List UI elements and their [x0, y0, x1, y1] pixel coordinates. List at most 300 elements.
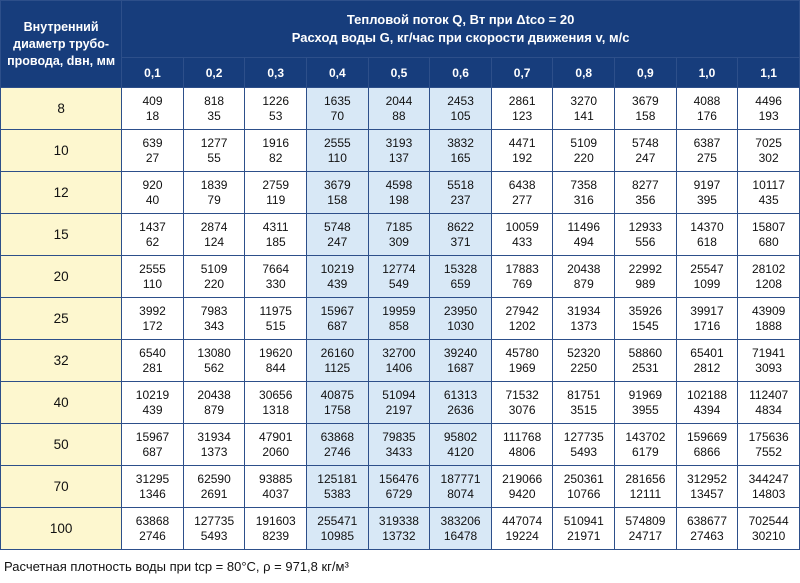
value-cell [676, 508, 738, 550]
heat-flow-value: 2861 [508, 93, 536, 108]
diameter-column-header [1, 1, 122, 88]
water-flow-value: 9420 [508, 486, 536, 501]
heat-flow-value: 15967 [135, 429, 170, 444]
value-cell [245, 382, 307, 424]
water-flow-value: 40 [145, 192, 160, 207]
heat-flow-value: 818 [204, 93, 225, 108]
water-flow-value: 1125 [324, 360, 351, 375]
diameter-cell: 50 [1, 424, 122, 466]
value-cell [738, 130, 800, 172]
heat-flow-value: 125181 [317, 471, 358, 486]
value-cell [122, 256, 184, 298]
heat-flow-value: 920 [142, 177, 163, 192]
value-cell [183, 508, 245, 550]
value-cell [430, 508, 492, 550]
water-flow-value: 176 [696, 108, 717, 123]
value-cell [491, 130, 553, 172]
water-flow-value: 13457 [690, 486, 724, 501]
heat-flow-value: 19959 [382, 303, 416, 318]
water-flow-value: 6179 [632, 444, 659, 459]
water-flow-value: 30210 [751, 528, 786, 543]
value-cell [430, 382, 492, 424]
heat-flow-value: 2555 [323, 135, 351, 150]
value-cell [491, 340, 553, 382]
table-row [1, 256, 800, 298]
heat-flow-value: 156476 [378, 471, 419, 486]
value-cell [615, 466, 677, 508]
water-flow-value: 687 [327, 318, 348, 333]
water-flow-value: 494 [573, 234, 594, 249]
heat-flow-value: 39917 [690, 303, 724, 318]
value-cell [553, 88, 615, 130]
heat-flow-value: 31934 [197, 429, 231, 444]
heat-flow-value: 12774 [382, 261, 416, 276]
heat-flow-value: 15807 [751, 219, 786, 234]
value-cell [183, 256, 245, 298]
value-cell [307, 466, 369, 508]
heat-flow-value: 219066 [502, 471, 543, 486]
heat-flow-value: 344247 [748, 471, 789, 486]
water-flow-value: 3433 [385, 444, 413, 459]
heat-flow-value: 30656 [259, 387, 293, 402]
water-flow-value: 6729 [385, 486, 413, 501]
value-cell [430, 298, 492, 340]
footnote: Расчетная плотность воды при tср = 80°С, ρ = 971,8 кг/м³ [4, 559, 349, 574]
water-flow-value: 3076 [508, 402, 536, 417]
diameter-cell: 8 [1, 88, 122, 130]
water-flow-value: 687 [142, 444, 163, 459]
value-cell [307, 256, 369, 298]
heat-flow-value: 175636 [748, 429, 789, 444]
heat-flow-value: 17883 [505, 261, 539, 276]
heat-flow-value: 79835 [382, 429, 416, 444]
value-cell [676, 130, 738, 172]
heat-flow-value: 1916 [262, 135, 290, 150]
diameter-cell: 20 [1, 256, 122, 298]
velocity-header-cell: 0,5 [368, 58, 430, 88]
heat-flow-value: 7664 [262, 261, 290, 276]
water-flow-value: 35 [207, 108, 221, 123]
heat-flow-value: 4311 [262, 219, 289, 234]
water-flow-value: 1758 [323, 402, 351, 417]
velocity-header-cell: 0,7 [491, 58, 553, 88]
value-cell [676, 424, 738, 466]
heat-flow-value: 702544 [748, 513, 789, 528]
heat-flow-value: 639 [142, 135, 163, 150]
heat-flow-value: 26160 [320, 345, 354, 360]
heat-flow-value: 1839 [200, 177, 228, 192]
heat-flow-value: 5109 [570, 135, 598, 150]
value-cell [430, 130, 492, 172]
value-cell [676, 214, 738, 256]
value-cell [553, 214, 615, 256]
heat-flow-value: 312952 [686, 471, 727, 486]
water-flow-value: 680 [758, 234, 779, 249]
heat-flow-value: 383206 [440, 513, 481, 528]
heat-flow-value: 71941 [751, 345, 786, 360]
heat-flow-value: 187771 [440, 471, 481, 486]
water-flow-value: 5493 [570, 444, 598, 459]
value-cell [553, 340, 615, 382]
water-flow-value: 1346 [139, 486, 166, 501]
heat-flow-value: 12933 [628, 219, 663, 234]
heat-flow-value: 1635 [323, 93, 351, 108]
water-flow-value: 989 [635, 276, 656, 291]
water-flow-value: 18 [145, 108, 160, 123]
value-cell [245, 130, 307, 172]
velocity-header-cell: 0,3 [245, 58, 307, 88]
table-row [1, 508, 800, 550]
heat-flow-value: 31295 [135, 471, 170, 486]
heat-flow-value: 11975 [259, 303, 292, 318]
heat-flow-value: 255471 [317, 513, 358, 528]
heat-flow-value: 102188 [686, 387, 727, 402]
heat-flow-value: 10059 [505, 219, 539, 234]
water-flow-value: 556 [635, 234, 656, 249]
water-flow-value: 105 [450, 108, 471, 123]
water-flow-value: 237 [450, 192, 471, 207]
value-cell [676, 382, 738, 424]
heat-flow-value: 4088 [693, 93, 721, 108]
value-cell [491, 424, 553, 466]
heat-flow-value: 10219 [320, 261, 354, 276]
heat-flow-value: 9197 [693, 177, 721, 192]
water-flow-value: 13732 [382, 528, 416, 543]
water-flow-value: 1318 [262, 402, 290, 417]
header-row-top [1, 1, 800, 58]
heat-flow-value: 35926 [628, 303, 663, 318]
value-cell [122, 298, 184, 340]
heat-flow-value: 3679 [632, 93, 659, 108]
heat-flow-value: 63868 [135, 513, 170, 528]
water-flow-value: 172 [142, 318, 163, 333]
value-cell [183, 298, 245, 340]
heat-flow-value: 4598 [385, 177, 413, 192]
heat-flow-value: 52320 [567, 345, 601, 360]
water-flow-value: 1888 [755, 318, 782, 333]
water-flow-value: 2691 [200, 486, 228, 501]
water-flow-value: 158 [327, 192, 348, 207]
water-flow-value: 4834 [755, 402, 782, 417]
value-cell [245, 298, 307, 340]
water-flow-value: 769 [512, 276, 533, 291]
water-flow-value: 24717 [628, 528, 663, 543]
velocity-header-cell: 0,9 [615, 58, 677, 88]
value-cell [368, 508, 430, 550]
water-flow-value: 4037 [262, 486, 290, 501]
value-cell [183, 382, 245, 424]
heat-flow-value: 95802 [443, 429, 478, 444]
value-cell [368, 340, 430, 382]
value-cell [676, 172, 738, 214]
value-cell [368, 172, 430, 214]
value-cell [122, 88, 184, 130]
heat-flow-value: 1226 [262, 93, 290, 108]
table-row [1, 214, 800, 256]
water-flow-value: 275 [696, 150, 717, 165]
water-flow-value: 158 [635, 108, 656, 123]
heat-flow-value: 7983 [200, 303, 228, 318]
value-cell [615, 508, 677, 550]
water-flow-value: 141 [573, 108, 594, 123]
water-flow-value: 5493 [200, 528, 228, 543]
value-cell [307, 382, 369, 424]
water-flow-value: 6866 [693, 444, 721, 459]
value-cell [676, 340, 738, 382]
heat-flow-value: 2453 [447, 93, 474, 108]
water-flow-value: 281 [142, 360, 163, 375]
water-flow-value: 1030 [447, 318, 474, 333]
heat-flow-value: 47901 [259, 429, 293, 444]
table-row [1, 340, 800, 382]
heat-flow-value: 43909 [751, 303, 786, 318]
value-cell [491, 172, 553, 214]
table-row [1, 88, 800, 130]
value-cell [738, 508, 800, 550]
water-flow-value: 2060 [262, 444, 290, 459]
water-flow-value: 53 [269, 108, 283, 123]
value-cell [553, 130, 615, 172]
heat-flow-value: 191603 [255, 513, 296, 528]
value-cell [122, 466, 184, 508]
value-cell [122, 172, 184, 214]
water-flow-value: 88 [392, 108, 406, 123]
water-flow-value: 2746 [139, 528, 166, 543]
value-cell [368, 88, 430, 130]
water-flow-value: 433 [512, 234, 533, 249]
heat-flow-value: 5748 [632, 135, 659, 150]
water-flow-value: 119 [266, 192, 286, 207]
water-flow-value: 110 [327, 150, 347, 165]
water-flow-value: 1687 [447, 360, 474, 375]
water-flow-value: 3515 [570, 402, 598, 417]
heat-flow-value: 409 [142, 93, 163, 108]
heat-flow-value: 28102 [751, 261, 786, 276]
value-cell [491, 382, 553, 424]
value-cell [245, 88, 307, 130]
value-cell [122, 508, 184, 550]
heat-flow-value: 6540 [139, 345, 166, 360]
water-flow-value: 371 [450, 234, 471, 249]
value-cell [738, 256, 800, 298]
value-cell [615, 172, 677, 214]
water-flow-value: 12111 [629, 486, 662, 501]
water-flow-value: 7552 [755, 444, 782, 459]
value-cell [122, 340, 184, 382]
water-flow-value: 309 [388, 234, 409, 249]
value-cell [738, 214, 800, 256]
velocity-header-cell: 0,1 [122, 58, 184, 88]
water-flow-value: 79 [207, 192, 221, 207]
value-cell [738, 424, 800, 466]
corner-line-2: диаметр трубо- [13, 36, 110, 51]
water-flow-value: 879 [204, 402, 225, 417]
heat-flow-value: 32700 [382, 345, 416, 360]
heat-flow-value: 2759 [262, 177, 290, 192]
super-header-line-2: Расход воды G, кг/час при скорости движения v, м/с [291, 30, 630, 46]
water-flow-value: 27 [145, 150, 160, 165]
heat-flow-value: 159669 [686, 429, 727, 444]
value-cell [368, 298, 430, 340]
water-flow-value: 330 [265, 276, 286, 291]
heat-flow-value: 22992 [628, 261, 663, 276]
value-cell [738, 340, 800, 382]
value-cell [676, 88, 738, 130]
value-cell [676, 466, 738, 508]
value-cell [307, 88, 369, 130]
value-cell [676, 256, 738, 298]
value-cell [430, 424, 492, 466]
value-cell [245, 424, 307, 466]
water-flow-value: 356 [635, 192, 656, 207]
water-flow-value: 4806 [508, 444, 536, 459]
water-flow-value: 193 [758, 108, 779, 123]
heat-flow-value: 20438 [197, 387, 231, 402]
value-cell [738, 298, 800, 340]
table-row [1, 130, 800, 172]
velocity-header-cell: 1,1 [738, 58, 800, 88]
value-cell [553, 466, 615, 508]
diameter-cell: 15 [1, 214, 122, 256]
value-cell [615, 214, 677, 256]
heat-flow-value: 62590 [197, 471, 231, 486]
value-cell [245, 508, 307, 550]
water-flow-value: 198 [388, 192, 409, 207]
super-header-line-1: Тепловой поток Q, Вт при Δtco = 20 [346, 12, 575, 28]
heat-flow-value: 65401 [690, 345, 724, 360]
velocity-header-cell: 0,2 [183, 58, 245, 88]
water-flow-value: 19224 [505, 528, 539, 543]
value-cell [183, 130, 245, 172]
water-flow-value: 2197 [385, 402, 413, 417]
value-cell [491, 88, 553, 130]
value-cell [553, 508, 615, 550]
heat-flow-value: 63868 [320, 429, 354, 444]
value-cell [183, 466, 245, 508]
heat-flow-value: 81751 [567, 387, 601, 402]
heat-flow-value: 2874 [200, 219, 228, 234]
heat-flow-value: 3193 [385, 135, 413, 150]
water-flow-value: 3093 [755, 360, 782, 375]
value-cell [491, 466, 553, 508]
diameter-cell: 40 [1, 382, 122, 424]
value-cell [430, 340, 492, 382]
heat-flow-value: 7185 [385, 219, 413, 234]
value-cell [615, 382, 677, 424]
heat-flow-value: 1277 [200, 135, 228, 150]
value-cell [738, 172, 800, 214]
heat-flow-value: 6438 [508, 177, 536, 192]
water-flow-value: 220 [204, 276, 225, 291]
heat-flow-value: 2044 [385, 93, 413, 108]
water-flow-value: 3955 [632, 402, 659, 417]
water-flow-value: 110 [142, 276, 163, 291]
value-cell [615, 130, 677, 172]
water-flow-value: 185 [265, 234, 286, 249]
diameter-cell: 12 [1, 172, 122, 214]
water-flow-value: 4394 [693, 402, 721, 417]
water-flow-value: 8074 [447, 486, 474, 501]
water-flow-value: 1545 [632, 318, 659, 333]
heat-flow-value: 6387 [693, 135, 721, 150]
water-flow-value: 439 [142, 402, 163, 417]
diameter-cell: 100 [1, 508, 122, 550]
value-cell [183, 340, 245, 382]
heat-flow-value: 7025 [755, 135, 782, 150]
value-cell [245, 256, 307, 298]
value-cell [430, 466, 492, 508]
heat-flow-value: 5518 [447, 177, 474, 192]
water-flow-value: 549 [388, 276, 409, 291]
value-cell [430, 88, 492, 130]
water-flow-value: 879 [573, 276, 594, 291]
water-flow-value: 1716 [693, 318, 721, 333]
water-flow-value: 1406 [385, 360, 413, 375]
water-flow-value: 515 [265, 318, 286, 333]
water-flow-value: 316 [573, 192, 594, 207]
heat-flow-value: 4496 [755, 93, 782, 108]
value-cell [738, 382, 800, 424]
heat-flow-value: 71532 [505, 387, 539, 402]
value-cell [122, 424, 184, 466]
water-flow-value: 2636 [447, 402, 474, 417]
heat-flow-value: 574809 [625, 513, 666, 528]
heat-flow-value: 4471 [508, 135, 536, 150]
heat-flow-value: 93885 [259, 471, 293, 486]
value-cell [368, 214, 430, 256]
value-cell [183, 88, 245, 130]
water-flow-value: 1373 [570, 318, 598, 333]
value-cell [738, 466, 800, 508]
water-flow-value: 4120 [447, 444, 474, 459]
heat-flow-value: 45780 [505, 345, 539, 360]
heat-flow-value: 638677 [686, 513, 727, 528]
value-cell [430, 214, 492, 256]
value-cell [553, 298, 615, 340]
value-cell [245, 340, 307, 382]
water-flow-value: 395 [696, 192, 717, 207]
heat-flow-value: 40875 [320, 387, 354, 402]
water-flow-value: 2746 [323, 444, 351, 459]
water-flow-value: 192 [512, 150, 533, 165]
water-flow-value: 659 [450, 276, 471, 291]
heat-flow-value: 58860 [628, 345, 663, 360]
value-cell [491, 256, 553, 298]
heat-flow-value: 143702 [625, 429, 666, 444]
water-flow-value: 21971 [567, 528, 601, 543]
value-cell [245, 466, 307, 508]
water-flow-value: 844 [265, 360, 286, 375]
water-flow-value: 123 [512, 108, 533, 123]
water-flow-value: 562 [204, 360, 225, 375]
value-cell [122, 130, 184, 172]
value-cell [307, 298, 369, 340]
water-flow-value: 2250 [570, 360, 598, 375]
value-cell [615, 298, 677, 340]
value-cell [307, 214, 369, 256]
heat-flow-value: 447074 [502, 513, 543, 528]
table-row [1, 382, 800, 424]
heat-flow-value: 14370 [690, 219, 724, 234]
water-flow-value: 1373 [200, 444, 228, 459]
water-flow-value: 82 [269, 150, 283, 165]
heat-flow-value: 11496 [567, 219, 600, 234]
diameter-cell: 10 [1, 130, 122, 172]
super-header [122, 1, 800, 58]
water-flow-value: 2812 [693, 360, 721, 375]
heat-flow-value: 27942 [505, 303, 539, 318]
value-cell [491, 508, 553, 550]
